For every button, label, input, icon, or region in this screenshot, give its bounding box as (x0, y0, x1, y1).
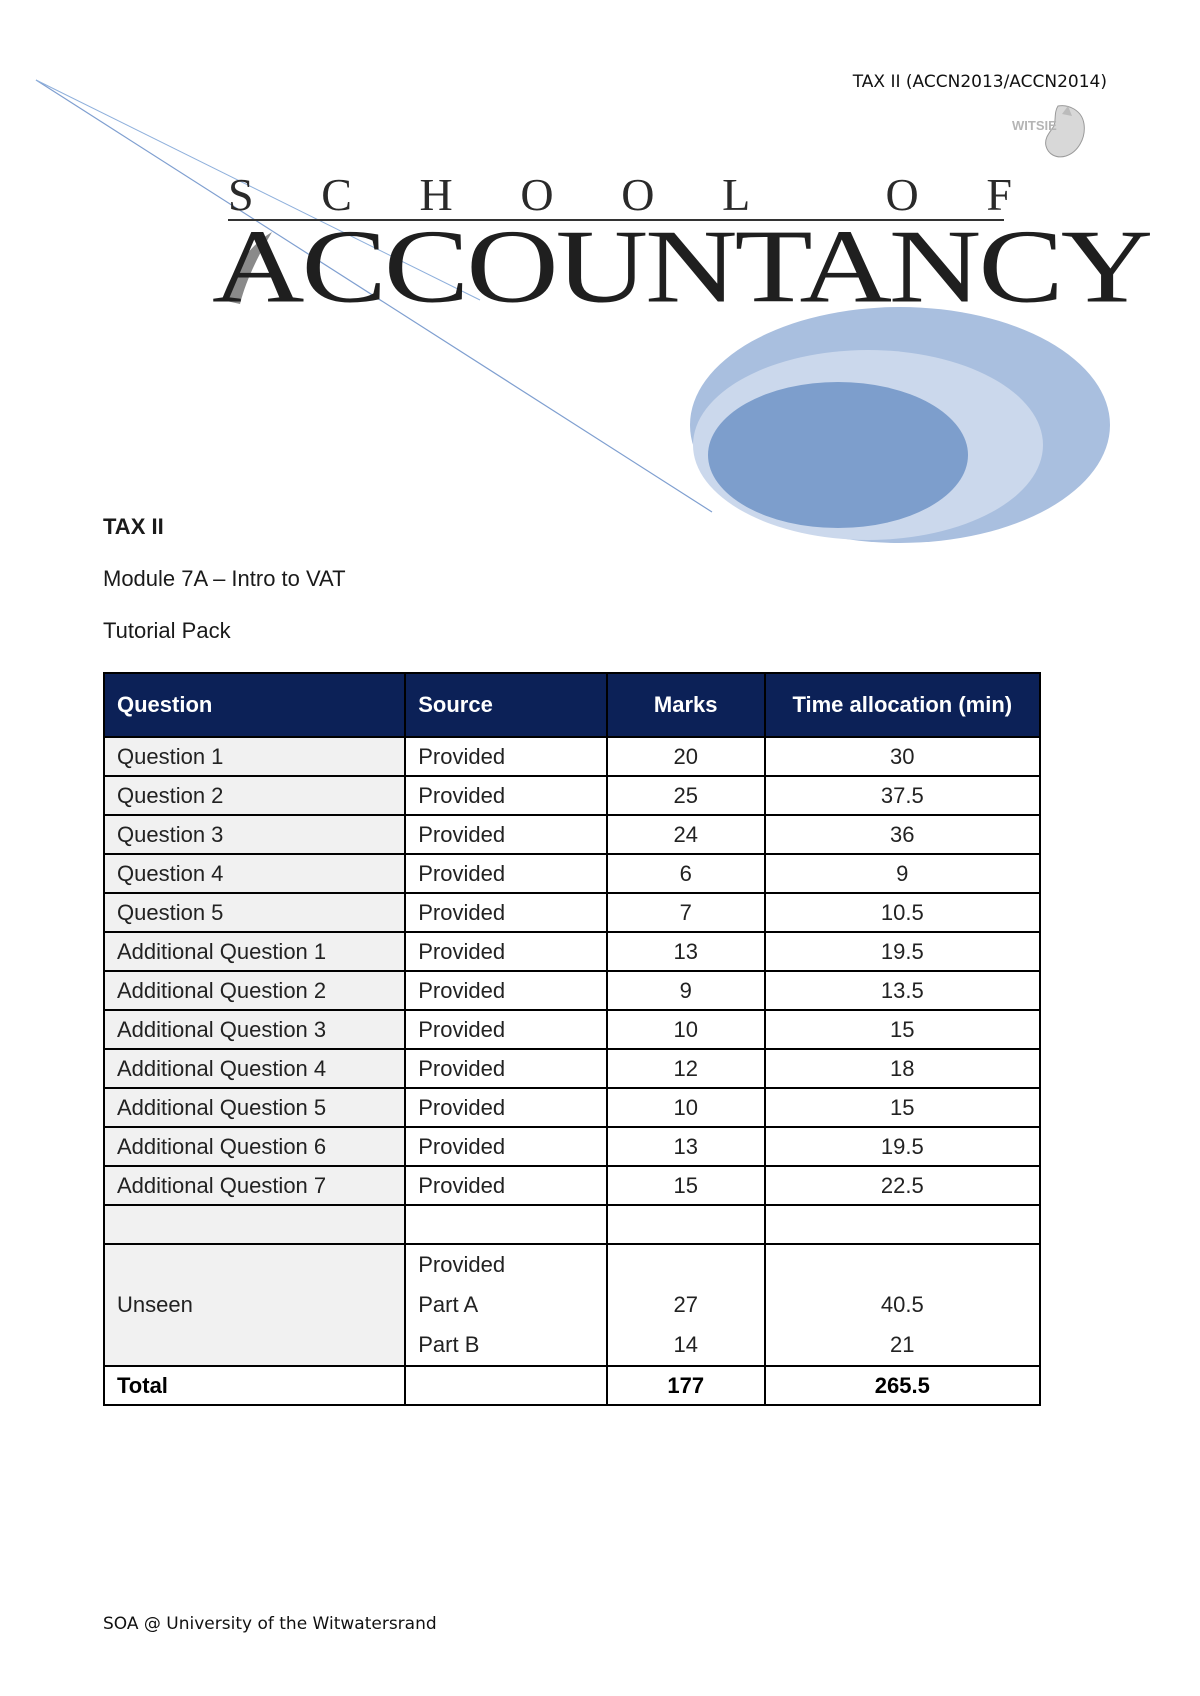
table-row (104, 1127, 1040, 1166)
cell-question: Question 5 (104, 893, 405, 932)
pack-title: Tutorial Pack (103, 618, 231, 643)
cell-question: Additional Question 2 (104, 971, 405, 1010)
cell-time: 10.5 (765, 893, 1040, 932)
header-time: Time allocation (min) (765, 673, 1040, 737)
cell-question: Additional Question 3 (104, 1010, 405, 1049)
cell-source: Provided (405, 854, 607, 893)
header-question: Question (104, 673, 405, 737)
cell-time: 18 (765, 1049, 1040, 1088)
cell-marks: 12 (607, 1049, 765, 1088)
cell-time: 9 (765, 854, 1040, 893)
cell-source: Provided (405, 1127, 607, 1166)
cell-marks: 10 (607, 1010, 765, 1049)
cell-empty (765, 1205, 1040, 1244)
table-row (104, 893, 1040, 932)
cell-question: Additional Question 4 (104, 1049, 405, 1088)
table-header-row (104, 673, 1040, 737)
cell-source: Provided (405, 932, 607, 971)
cell-source: Provided (405, 971, 607, 1010)
table-row (104, 1010, 1040, 1049)
unseen-part-a-marks: 27 (673, 1292, 698, 1317)
cell-question-unseen: Unseen (104, 1244, 405, 1366)
table-row (104, 1049, 1040, 1088)
logo-letter: S (228, 169, 254, 220)
table-row-unseen (104, 1244, 1040, 1366)
cell-question: Question 2 (104, 776, 405, 815)
cell-time: 19.5 (765, 932, 1040, 971)
cell-marks: 9 (607, 971, 765, 1010)
cell-time: 19.5 (765, 1127, 1040, 1166)
cell-marks: 25 (607, 776, 765, 815)
module-title: Module 7A – Intro to VAT (103, 566, 346, 591)
cell-empty (405, 1366, 607, 1405)
cell-marks: 7 (607, 893, 765, 932)
header-marks: Marks (607, 673, 765, 737)
cell-question: Question 4 (104, 854, 405, 893)
unseen-part-b-marks: 14 (673, 1332, 698, 1357)
logo-letter: C (321, 169, 352, 220)
unseen-spacer (778, 1245, 1027, 1285)
cell-time: 30 (765, 737, 1040, 776)
cell-question: Additional Question 6 (104, 1127, 405, 1166)
unseen-source-label: Provided (418, 1252, 506, 1277)
unseen-part-b-label: Part B (418, 1332, 480, 1357)
table-row (104, 932, 1040, 971)
header-source: Source (405, 673, 607, 737)
cell-source: Provided (405, 1088, 607, 1127)
cell-marks-unseen (607, 1244, 765, 1366)
cell-empty (405, 1205, 607, 1244)
cell-time: 37.5 (765, 776, 1040, 815)
cell-marks: 13 (607, 932, 765, 971)
table-row (104, 971, 1040, 1010)
cell-marks: 13 (607, 1127, 765, 1166)
cell-source: Provided (405, 737, 607, 776)
cell-marks: 24 (607, 815, 765, 854)
cell-question: Additional Question 7 (104, 1166, 405, 1205)
logo-letter: L (722, 169, 751, 220)
table-row (104, 854, 1040, 893)
cell-source: Provided (405, 776, 607, 815)
logo-ellipse-inner (708, 382, 968, 528)
cell-source: Provided (405, 893, 607, 932)
cell-total-label: Total (104, 1366, 405, 1405)
unseen-part-b-time: 21 (890, 1332, 915, 1357)
cell-source: Provided (405, 815, 607, 854)
cell-source: Provided (405, 1010, 607, 1049)
logo-letter: O (520, 169, 554, 220)
cell-marks: 15 (607, 1166, 765, 1205)
table-row-empty (104, 1205, 1040, 1244)
cell-time: 13.5 (765, 971, 1040, 1010)
table-row-total (104, 1366, 1040, 1405)
cell-total-marks: 177 (607, 1366, 765, 1405)
cell-marks: 20 (607, 737, 765, 776)
course-header: TAX II (ACCN2013/ACCN2014) (852, 72, 1107, 92)
cell-time: 15 (765, 1088, 1040, 1127)
cell-empty (607, 1205, 765, 1244)
table-row (104, 737, 1040, 776)
logo-accountancy: ACCOUNTANCY (212, 208, 1151, 325)
logo-letter: O (621, 169, 655, 220)
crest-label: WITSIE (1012, 118, 1057, 133)
cell-total-time: 265.5 (765, 1366, 1040, 1405)
cell-time-unseen (765, 1244, 1040, 1366)
table-row (104, 1166, 1040, 1205)
page-title: TAX II (103, 514, 164, 539)
title-block (103, 514, 346, 670)
page-footer: SOA @ University of the Witwatersrand (103, 1614, 437, 1634)
cell-source: Provided (405, 1049, 607, 1088)
table-row (104, 815, 1040, 854)
cell-source: Provided (405, 1166, 607, 1205)
table-row (104, 1088, 1040, 1127)
cell-question: Additional Question 1 (104, 932, 405, 971)
table-row (104, 776, 1040, 815)
unseen-part-a-time: 40.5 (880, 1292, 924, 1317)
cell-question: Additional Question 5 (104, 1088, 405, 1127)
cell-question: Question 3 (104, 815, 405, 854)
logo-letter: H (419, 169, 453, 220)
unseen-spacer (620, 1245, 752, 1285)
unseen-part-a-label: Part A (418, 1292, 479, 1317)
tutorial-table (103, 672, 1041, 1406)
cell-time: 15 (765, 1010, 1040, 1049)
logo-letter: F (986, 169, 1012, 220)
logo-letter: O (885, 169, 919, 220)
cell-source-unseen (405, 1244, 607, 1366)
cell-question: Question 1 (104, 737, 405, 776)
cell-empty (104, 1205, 405, 1244)
cell-time: 36 (765, 815, 1040, 854)
cell-time: 22.5 (765, 1166, 1040, 1205)
cell-marks: 6 (607, 854, 765, 893)
cell-marks: 10 (607, 1088, 765, 1127)
